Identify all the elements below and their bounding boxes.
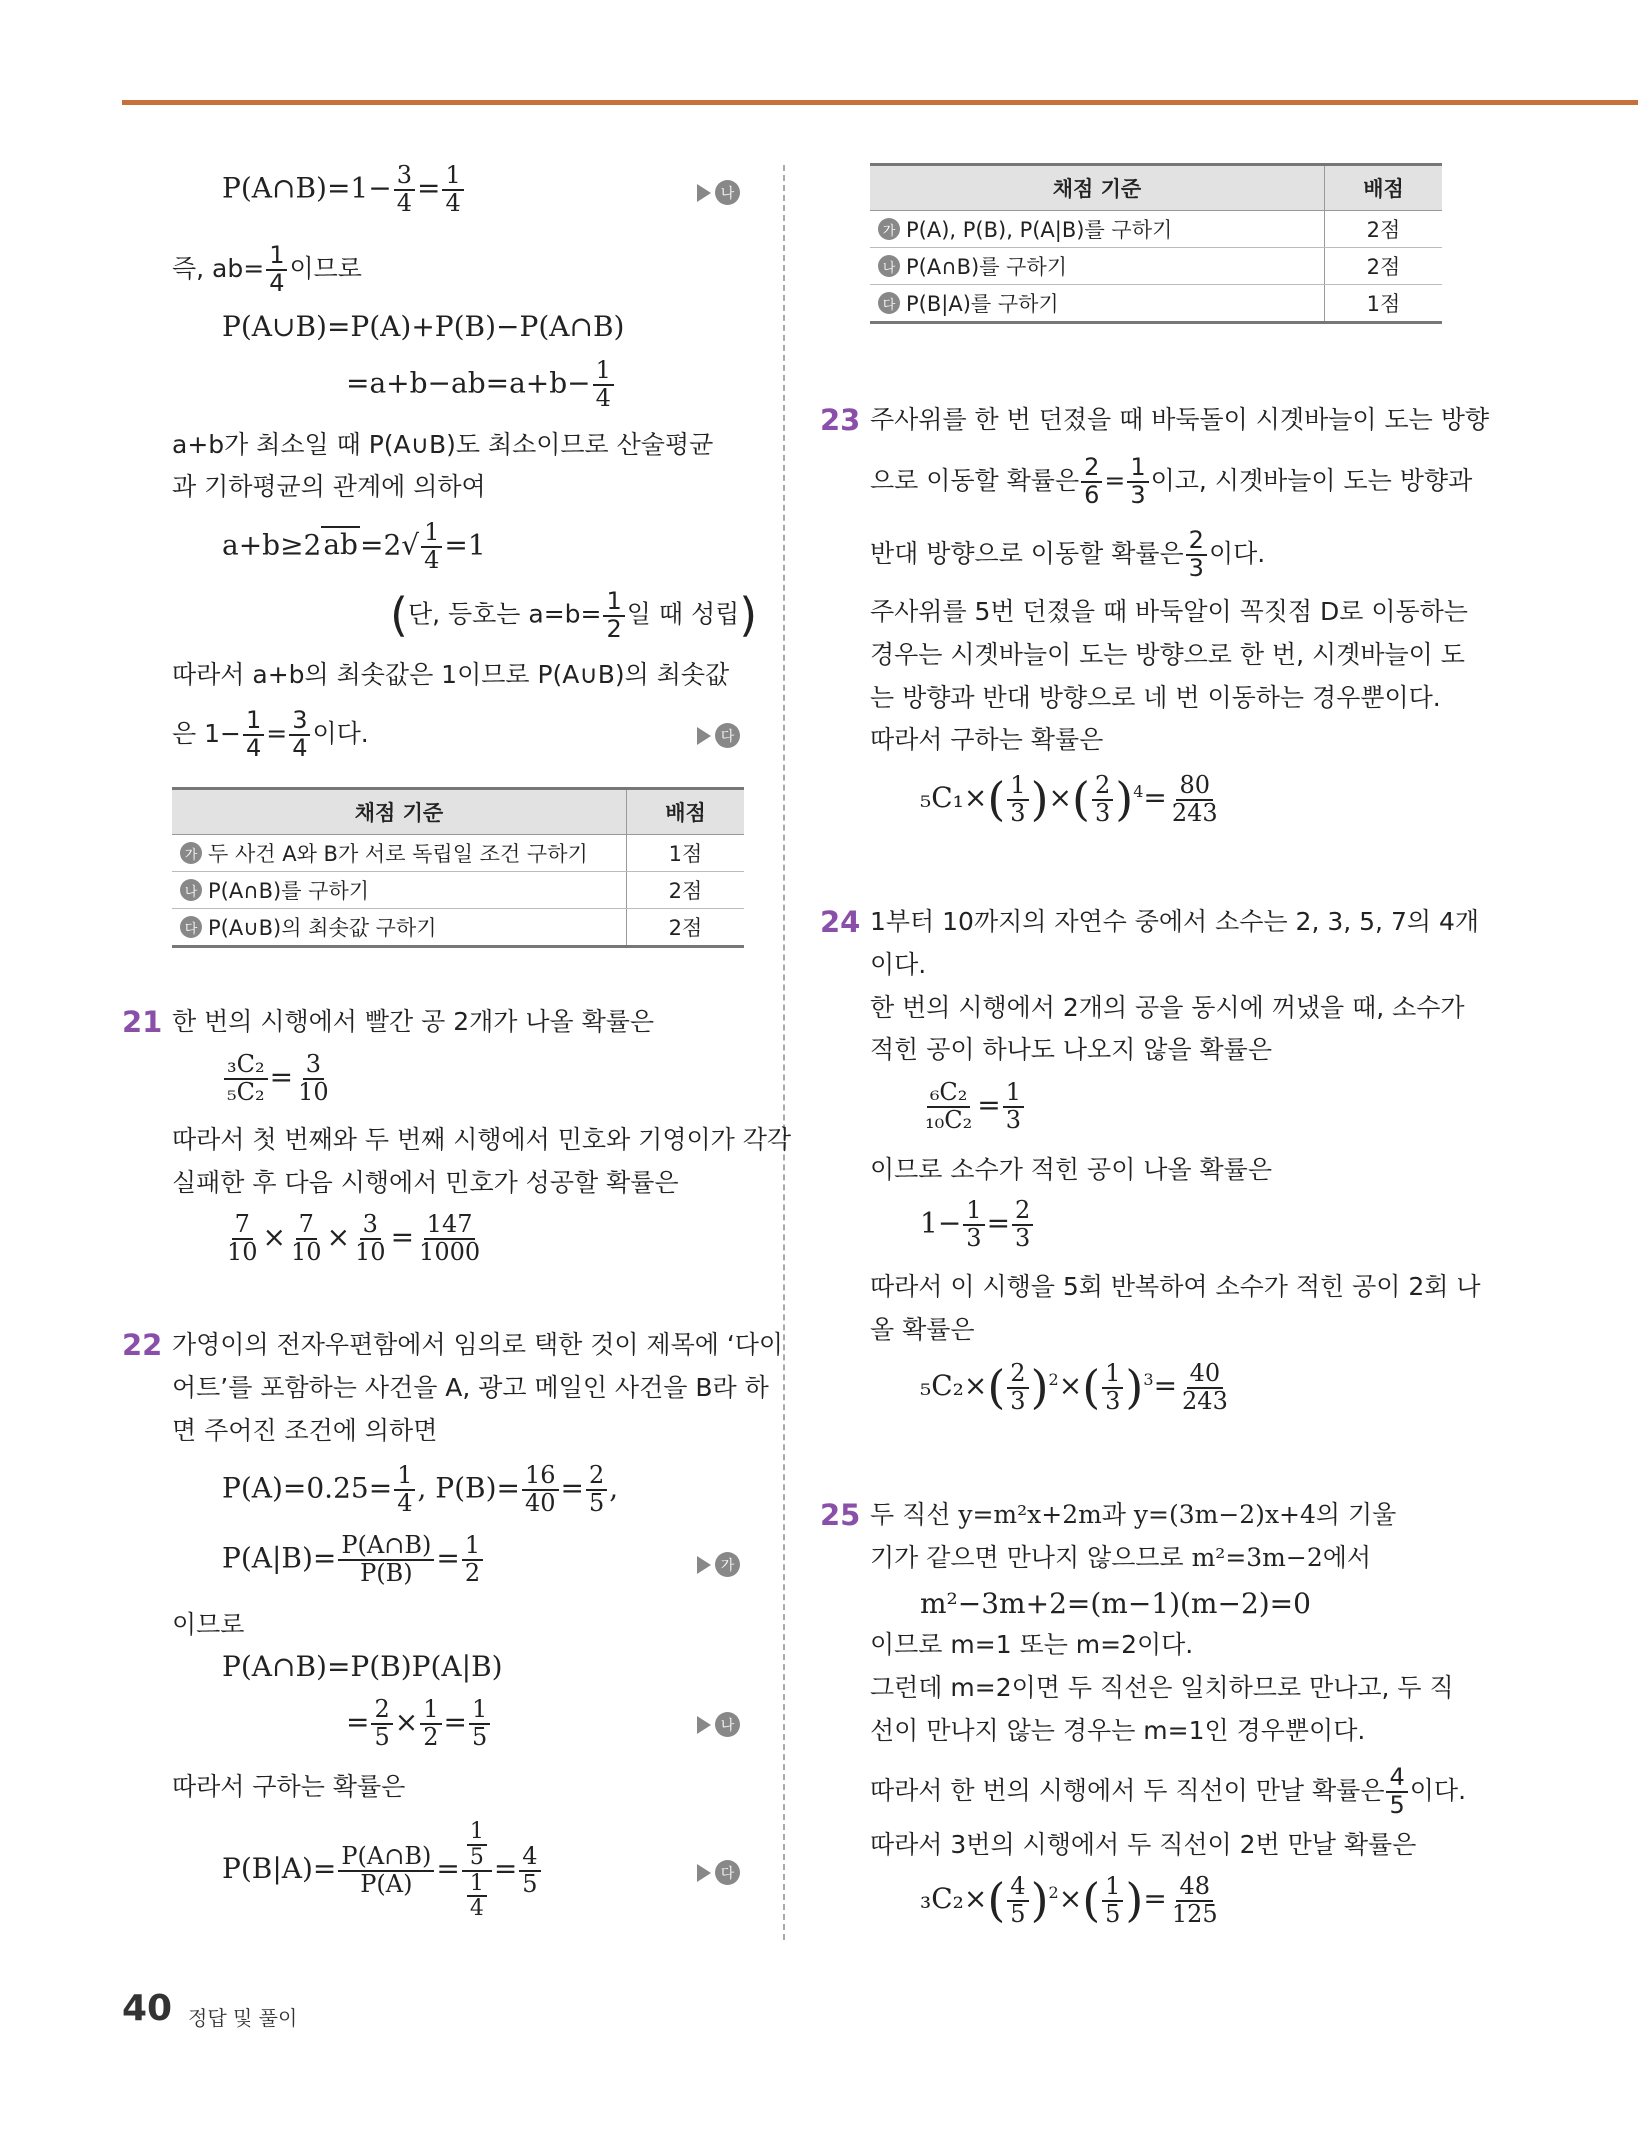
- q25-line-8: 따라서 3번의 시행에서 두 직선이 2번 만날 확률은: [870, 1830, 1417, 1859]
- q22-line-1: 가영이의 전자우편함에서 임의로 택한 것이 제목에 ‘다이: [172, 1330, 784, 1359]
- header-accent-line: [122, 100, 1638, 105]
- text-equality-condition: (단, 등호는 a=b= $\frac{1}{2}$ 일 때 성립): [390, 586, 758, 643]
- step-marker-na: [697, 1712, 740, 1737]
- q25-line-1: 두 직선 y=m²x+2m과 y=(3m−2)x+4의 기울: [870, 1500, 1397, 1529]
- table-row: 가 P(A), P(B), P(A|B)를 구하기 2점: [870, 211, 1442, 248]
- table-row: 나 P(A∩B)를 구하기 2점: [172, 872, 744, 909]
- question-number-22: 22: [122, 1328, 163, 1362]
- q23-line-2: 으로 이동할 확률은 $\frac{2}{6}$ = $\frac{1}{3}$ 이고, 시곗바늘이 도는 방향과: [870, 453, 1473, 509]
- circled-na-icon: 나: [180, 879, 202, 901]
- q22-eq-pint: P(A∩B)=P(B)P(A|B): [222, 1650, 503, 1683]
- circled-da-icon: 다: [715, 1860, 740, 1885]
- q21-line-3: 실패한 후 다음 시행에서 민호가 성공할 확률은: [172, 1168, 679, 1197]
- page-number: 40: [122, 1988, 173, 2029]
- q25-eq-1: m²−3m+2=(m−1)(m−2)=0: [920, 1587, 1311, 1620]
- q23-line-1: 주사위를 한 번 던졌을 때 바둑돌이 시곗바늘이 도는 방향: [870, 405, 1490, 434]
- question-number-23: 23: [820, 403, 861, 437]
- q25-line-6: 선이 만나지 않는 경우는 m=1인 경우뿐이다.: [870, 1716, 1366, 1745]
- table-header-criteria: 채점 기준: [172, 789, 627, 835]
- question-number-24: 24: [820, 905, 861, 939]
- q24-eq-2: 1− $\frac{1}{3}$ = $\frac{2}{3}$: [920, 1198, 1035, 1252]
- circled-da-icon: 다: [878, 292, 900, 314]
- q21-eq-2: $\frac{7}{10}$ × $\frac{7}{10}$ × $\frac{3}{10}$ = $\frac{147}{1000}$: [227, 1210, 481, 1266]
- text-max-1: 따라서 a+b의 최솟값은 1이므로 P(A∪B)의 최솟값: [172, 660, 730, 689]
- q23-line-6: 는 방향과 반대 방향으로 네 번 이동하는 경우뿐이다.: [870, 683, 1441, 712]
- q22-eq-pa-pb: P(A)=0.25= $\frac{1}{4}$ , P(B)= $\frac{16}{40}$ = $\frac{2}{5}$ ,: [222, 1461, 619, 1517]
- circled-ga-icon: 가: [715, 1552, 740, 1577]
- table-header-points: 배점: [1325, 165, 1443, 211]
- q25-eq-2: ₃C₂×( $\frac{4}{5}$ )$^2$×( $\frac{1}{5}$ )= $\frac{48}{125}$: [920, 1871, 1218, 1928]
- q21-line-2: 따라서 첫 번째와 두 번째 시행에서 민호와 기영이가 각각: [172, 1125, 792, 1154]
- step-marker-na: [697, 180, 740, 205]
- arrow-icon: [697, 727, 711, 745]
- q23-line-4: 주사위를 5번 던졌을 때 바둑알이 꼭짓점 D로 이동하는: [870, 597, 1468, 626]
- step-marker-da: [697, 723, 740, 748]
- table-row: 다 P(B|A)를 구하기 1점: [870, 285, 1442, 323]
- eq-union-1: P(A∪B)=P(A)+P(B)−P(A∩B): [222, 310, 625, 343]
- q24-line-4: 적힌 공이 하나도 나오지 않을 확률은: [870, 1035, 1272, 1064]
- table-row: 나 P(A∩B)를 구하기 2점: [870, 248, 1442, 285]
- q21-eq-1: $\frac{\text{₃C₂}}{\text{₅C₂}}$ = $\frac{3}{10}$: [222, 1052, 334, 1106]
- q23-line-5: 경우는 시곗바늘이 도는 방향으로 한 번, 시곗바늘이 도: [870, 640, 1465, 669]
- step-marker-da: [697, 1860, 740, 1885]
- text-max-2: 은 1− $\frac{1}{4}$ = $\frac{3}{4}$ 이다.: [172, 706, 369, 762]
- q23-line-3: 반대 방향으로 이동할 확률은 $\frac{2}{3}$ 이다.: [870, 526, 1266, 582]
- q24-line-5: 이므로 소수가 적힌 공이 나올 확률은: [870, 1155, 1272, 1184]
- q25-line-5: 그런데 m=2이면 두 직선은 일치하므로 만나고, 두 직: [870, 1673, 1454, 1702]
- circled-na-icon: 나: [715, 180, 740, 205]
- circled-da-icon: 다: [715, 723, 740, 748]
- eq-amgm: a+b≥2ab=2√ $\frac{1}{4}$ =1: [222, 518, 486, 574]
- table-header-criteria: 채점 기준: [870, 165, 1325, 211]
- text-min-1: a+b가 최소일 때 P(A∪B)도 최소이므로 산술평균: [172, 430, 714, 459]
- q24-line-6: 따라서 이 시행을 5회 반복하여 소수가 적힌 공이 2회 나: [870, 1272, 1481, 1301]
- step-marker-ga: [697, 1552, 740, 1577]
- q23-eq: ₅C₁×( $\frac{1}{3}$ )×( $\frac{2}{3}$ )$^4$= $\frac{80}{243}$: [920, 770, 1218, 827]
- arrow-icon: [697, 1864, 711, 1882]
- column-divider: [783, 165, 785, 1940]
- table-header-points: 배점: [627, 789, 745, 835]
- scoring-table-q20: [172, 787, 744, 948]
- q24-eq-1: $\frac{\text{₆C₂}}{\text{₁₀C₂}}$ = $\frac{1}{3}$: [920, 1080, 1026, 1134]
- q22-eq-pab: P(A|B)= $\frac{P(A\cap B)}{P(B)}$ = $\frac{1}{2}$: [222, 1533, 485, 1587]
- text-ab: 즉, ab= $\frac{1}{4}$ 이므로: [172, 241, 362, 297]
- circled-na-icon: 나: [878, 255, 900, 277]
- circled-ga-icon: 가: [878, 218, 900, 240]
- q25-line-7: 따라서 한 번의 시행에서 두 직선이 만날 확률은 $\frac{4}{5}$ 이다.: [870, 1763, 1467, 1819]
- circled-ga-icon: 가: [180, 842, 202, 864]
- q22-line-3: 면 주어진 조건에 의하면: [172, 1416, 438, 1445]
- eq-p-intersection: P(A∩B)=1− $\frac{3}{4}$ = $\frac{1}{4}$: [222, 163, 466, 217]
- eq-union-2: =a+b−ab=a+b− $\frac{1}{4}$: [346, 358, 616, 412]
- q22-eq-pba: P(B|A)= $\frac{P(A\cap B)}{P(A)}$ = $\frac{\frac{1}{5}}{\frac{1}{4}}$ = $\frac{4}{5}$: [222, 1820, 543, 1921]
- circled-da-icon: 다: [180, 916, 202, 938]
- q24-line-7: 올 확률은: [870, 1315, 975, 1344]
- table-row: 다 P(A∪B)의 최솟값 구하기 2점: [172, 909, 744, 947]
- question-number-25: 25: [820, 1498, 861, 1532]
- question-number-21: 21: [122, 1005, 163, 1039]
- q24-eq-3: ₅C₂×( $\frac{2}{3}$ )$^2$×( $\frac{1}{3}$ )$^3$= $\frac{40}{243}$: [920, 1358, 1228, 1415]
- table-row: 가 두 사건 A와 B가 서로 독립일 조건 구하기 1점: [172, 835, 744, 872]
- q22-because: 이므로: [172, 1610, 245, 1639]
- q24-line-1: 1부터 10까지의 자연수 중에서 소수는 2, 3, 5, 7의 4개: [870, 907, 1480, 936]
- circled-na-icon: 나: [715, 1712, 740, 1737]
- q23-line-7: 따라서 구하는 확률은: [870, 725, 1104, 754]
- q22-so: 따라서 구하는 확률은: [172, 1772, 406, 1801]
- q21-line-1: 한 번의 시행에서 빨간 공 2개가 나올 확률은: [172, 1007, 655, 1036]
- q24-line-3: 한 번의 시행에서 2개의 공을 동시에 꺼냈을 때, 소수가: [870, 993, 1465, 1022]
- page-label: 정답 및 풀이: [188, 2006, 298, 2030]
- q22-eq-pint-value: = $\frac{2}{5}$ × $\frac{1}{2}$ = $\frac{1}{5}$: [346, 1697, 492, 1751]
- q22-line-2: 어트’를 포함하는 사건을 A, 광고 메일인 사건을 B라 하: [172, 1373, 769, 1402]
- arrow-icon: [697, 184, 711, 202]
- q24-line-2: 이다.: [870, 950, 927, 979]
- text-min-2: 과 기하평균의 관계에 의하여: [172, 472, 486, 501]
- arrow-icon: [697, 1716, 711, 1734]
- scoring-table-q22: [870, 163, 1442, 324]
- q25-line-4: 이므로 m=1 또는 m=2이다.: [870, 1630, 1194, 1659]
- q25-line-2: 기가 같으면 만나지 않으므로 m²=3m−2에서: [870, 1543, 1372, 1572]
- arrow-icon: [697, 1556, 711, 1574]
